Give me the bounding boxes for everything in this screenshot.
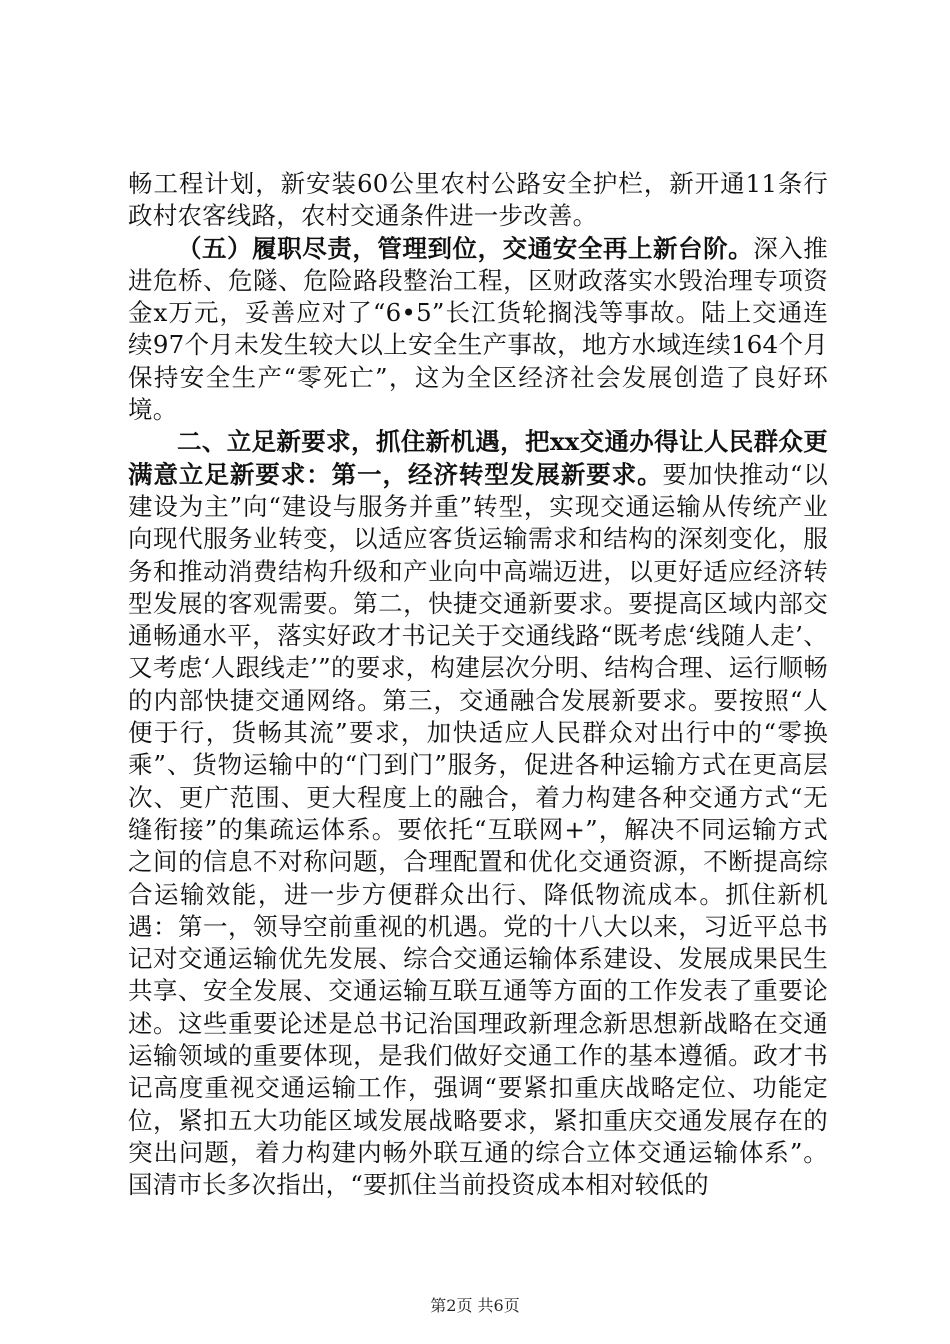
page-footer: 第2页 共6页 — [430, 1296, 520, 1315]
paragraph-2 — [128, 233, 828, 427]
paragraph-3-text: 要加快推动“以建设为主”向“建设与服务并重”转型，实现交通运输从传统产业向现代服务业转变，以适应客货运输需求和结构的深刻变化，服务和推动消费结构升级和产业向中高端迈进，以更好适应经济转型发展的客观需要。第二，快捷交通新要求。要提高区域内部交通畅通水平，落实好政才书记关于交通线路“既考虑‘线随人走’、又考虑‘人跟线走’”的要求，构建层次分明、结构合理、运行顺畅的内部快捷交通网络。第三，交通融合发展新要求。要按照“人便于行，货畅其流”要求，加快适应人民群众对出行中的“零换乘”、货物运输中的“门到门”服务，促进各种运输方式在更高层次、更广范围、更大程度上的融合，着力构建各种交通方式“无缝衔接”的集疏运体系。要依托“互联网+”，解决不同运输方式之间的信息不对称问题，合理配置和优化交通资源，不断提高综合运输效能，进一步方便群众出行、降低物流成本。抓住新机遇：第一，领导空前重视的机遇。党的十八大以来，习近平总书记对交通运输优先发展、综合交通运输体系建设、发展成果民生共享、安全发展、交通运输互联互通等方面的工作发表了重要论述。这些重要论述是总书记治国理政新理念新思想新战略在交通运输领域的重要体现，是我们做好交通工作的基本遵循。政才书记高度重视交通运输工作，强调“要紧扣重庆战略定位、功能定位，紧扣五大功能区域发展战略要求，紧扣重庆交通发展存在的突出问题，着力构建内畅外联互通的综合立体交通运输体系”。国清市长多次指出，“要抓住当前投资成本相对较低的 — [128, 459, 828, 1200]
paragraph-1 — [128, 168, 828, 233]
paragraph-1-text: 畅工程计划，新安装60公里农村公路安全护栏，新开通11条行政村农客线路，农村交通条件进一步改善。 — [128, 169, 828, 231]
paragraph-2-text: 深入推进危桥、危隧、危险路段整治工程，区财政落实水毁治理专项资金x万元，妥善应对了“6•5”长江货轮搁浅等事故。陆上交通连续97个月未发生较大以上安全生产事故，地方水域连续164个月保持安全生产“零死亡”，这为全区经济社会发展创造了良好环境。 — [128, 233, 828, 425]
paragraph-2-heading: （五）履职尽责，管理到位，交通安全再上新台阶。 — [177, 233, 754, 263]
paragraph-3-heading: 二、立足新要求，抓住新机遇，把xx交通办得让人民群众更满意立足新要求：第一，经济转型发展新要求。 — [128, 427, 828, 489]
document-body — [128, 168, 828, 1202]
paragraph-3 — [128, 426, 828, 1201]
